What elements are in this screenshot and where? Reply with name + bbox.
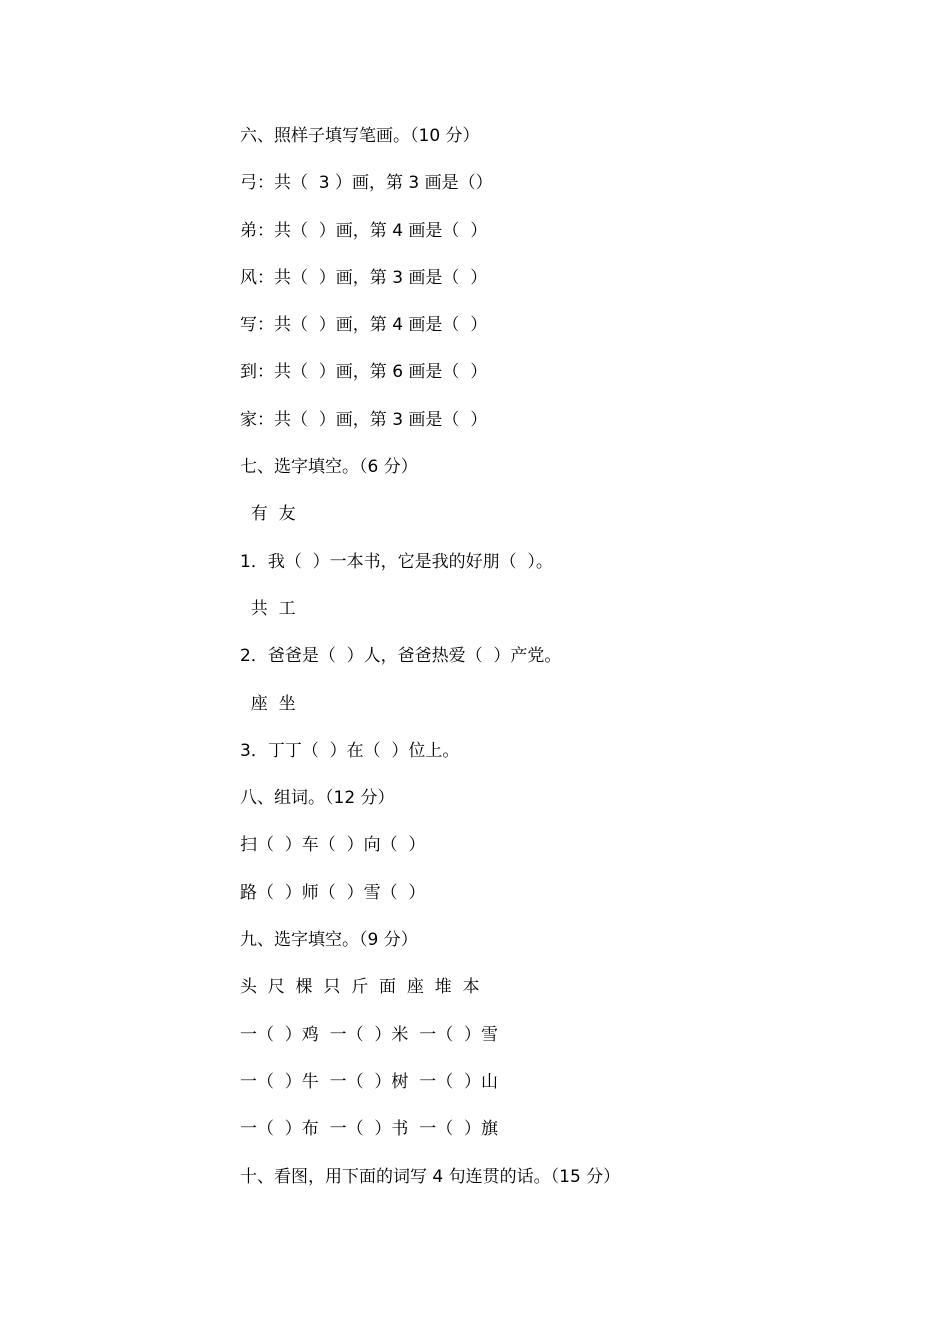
stroke-question-di: 弟：共（ ）画，第 4 画是（ ） <box>240 220 488 241</box>
stroke-question-dao: 到：共（ ）画，第 6 画是（ ） <box>240 362 488 383</box>
choice-options-3: 座 坐 <box>240 693 296 714</box>
choice-options-1: 有 友 <box>240 504 296 525</box>
choice-options-2: 共 工 <box>240 598 296 619</box>
document-page <box>240 118 880 1206</box>
fill-sentence-2: 2．爸爸是（ ）人，爸爸热爱（ ）产党。 <box>240 646 562 667</box>
section-eight-heading: 八、组词。（12 分） <box>240 788 395 809</box>
measure-word-options: 头 尺 棵 只 斤 面 座 堆 本 <box>240 977 480 998</box>
section-six-heading: 六、照样子填写笔画。（10 分） <box>240 126 480 146</box>
measure-word-row-1: 一（ ）鸡 一（ ）米 一（ ）雪 <box>240 1024 499 1045</box>
word-group-row-2: 路（ ）师（ ）雪（ ） <box>240 882 426 903</box>
fill-sentence-1: 1．我（ ）一本书，它是我的好朋（ ）。 <box>240 551 553 572</box>
stroke-question-gong: 弓：共（ 3 ）画，第 3 画是（） <box>240 173 493 194</box>
section-ten-heading: 十、看图，用下面的词写 4 句连贯的话。（15 分） <box>240 1166 621 1187</box>
stroke-question-feng: 风：共（ ）画，第 3 画是（ ） <box>240 267 488 288</box>
section-nine-heading: 九、选字填空。（9 分） <box>240 930 418 951</box>
section-seven-heading: 七、选字填空。（6 分） <box>240 457 418 478</box>
measure-word-row-2: 一（ ）牛 一（ ）树 一（ ）山 <box>240 1071 499 1092</box>
measure-word-row-3: 一（ ）布 一（ ）书 一（ ）旗 <box>240 1119 499 1140</box>
word-group-row-1: 扫（ ）车（ ）向（ ） <box>240 835 426 856</box>
stroke-question-xie: 写：共（ ）画，第 4 画是（ ） <box>240 315 488 336</box>
stroke-question-jia: 家：共（ ）画，第 3 画是（ ） <box>240 409 488 430</box>
fill-sentence-3: 3．丁丁（ ）在（ ）位上。 <box>240 740 460 761</box>
